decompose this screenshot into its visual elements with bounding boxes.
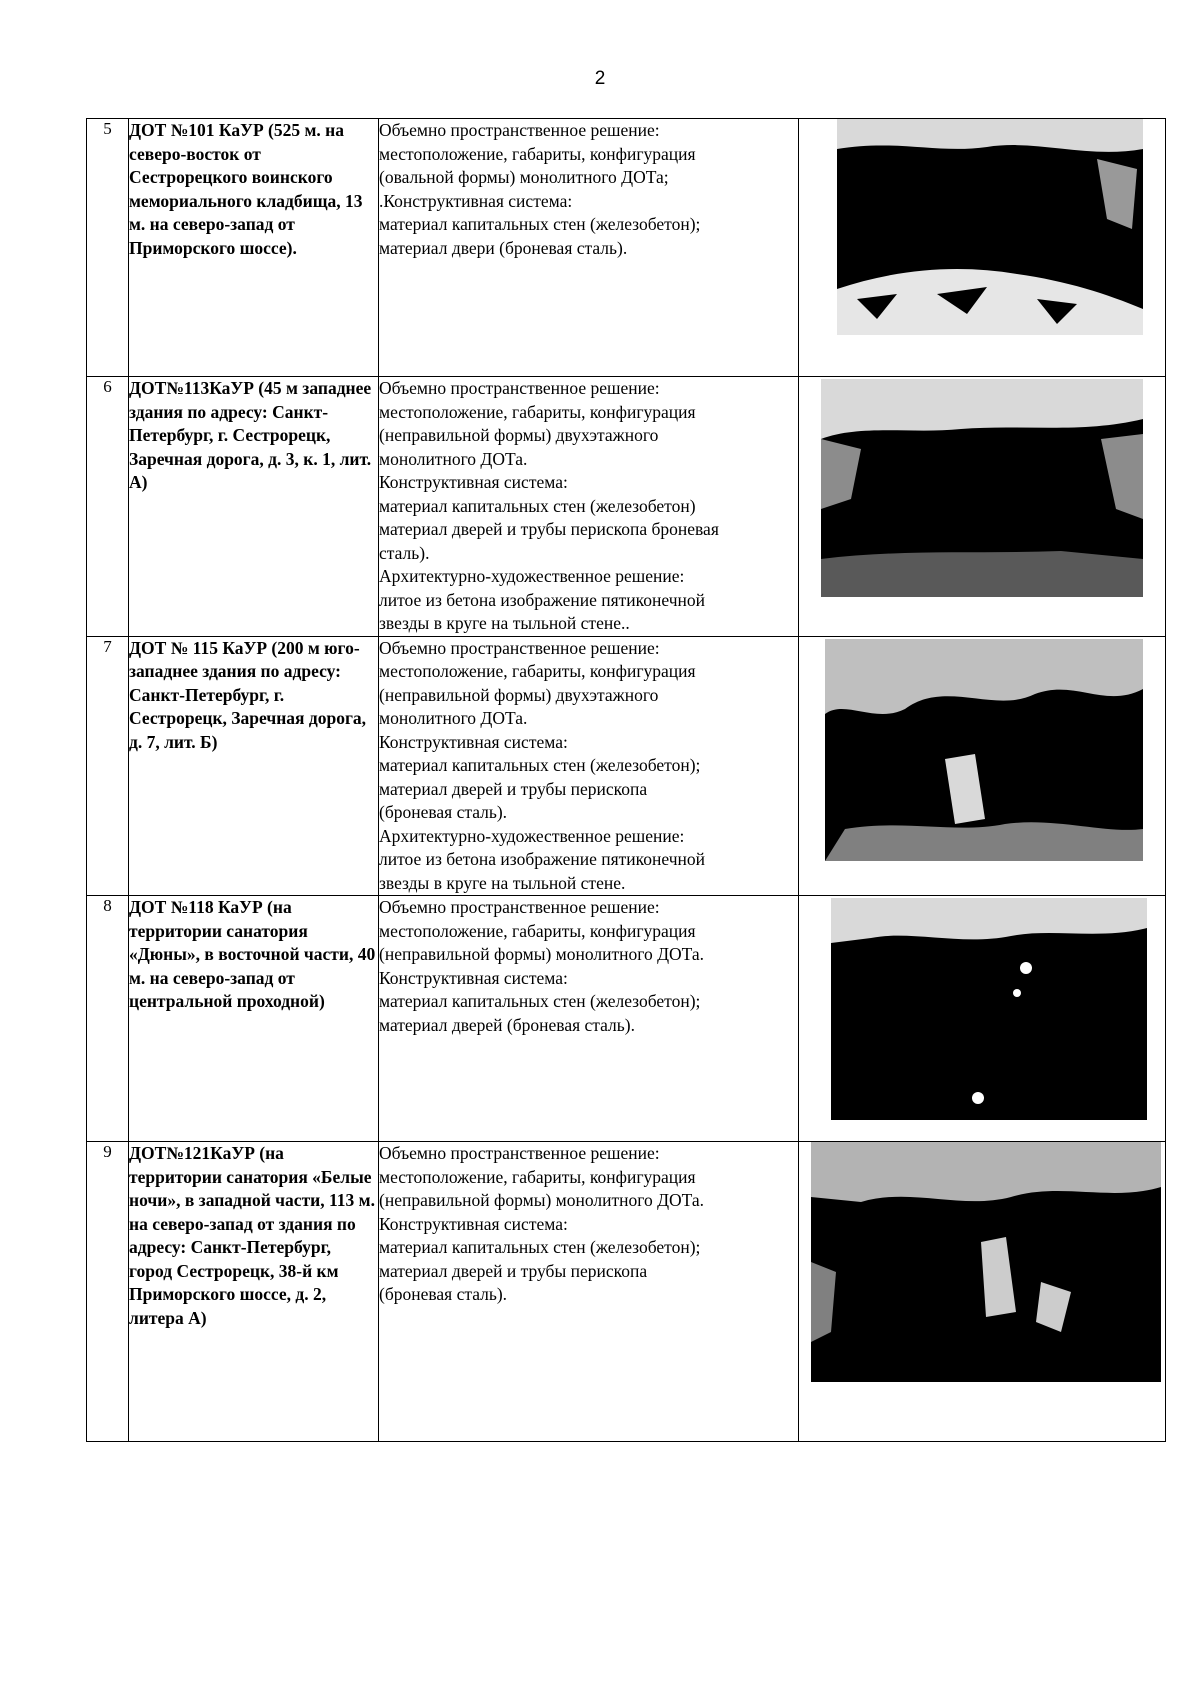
object-name: ДОТ № 115 КаУР (200 м юго-западнее здания по адресу: Санкт-Петербург, г. Сестрорецк, Заречная дорога, д. 7, лит. Б) [129,636,379,896]
description-line: сталь). [379,542,430,563]
description-line: Конструктивная система: [379,967,568,988]
object-description [379,896,799,1142]
object-description [379,377,799,637]
bunker-photo [825,639,1143,861]
bunker-photo [821,379,1143,597]
object-name: ДОТ№121КаУР (на территории санатория «Белые ночи», в западной части, 113 м. на северо-запад от здания по адресу: Санкт-Петербург, город Сестрорецк, 38-й км Приморского шоссе, д. 2, литера А) [129,1142,379,1442]
description-line: (овальной формы) монолитного ДОТа; [379,167,669,187]
table-row [87,1142,1166,1442]
description-line: местоположение, габариты, конфигурация [379,143,696,164]
description-line: Архитектурно-художественное решение: [379,825,685,846]
description-line: материал двери (броневая сталь). [379,237,628,258]
row-number: 7 [87,636,129,896]
table-row [87,377,1166,637]
photo-cell [799,119,1166,377]
description-line: (неправильной формы) двухэтажного [379,684,659,705]
description-line: .Конструктивная система: [379,190,573,211]
object-description [379,636,799,896]
table-row [87,119,1166,377]
object-name: ДОТ №118 КаУР (на территории санатория «Дюны», в восточной части, 40 м. на северо-запад от центральной проходной) [129,896,379,1142]
photo-cell [799,377,1166,637]
row-number: 8 [87,896,129,1142]
description-line: Объемно пространственное решение: [379,120,660,140]
description-line: материал капитальных стен (железобетон); [379,214,701,234]
description-line: материал дверей и трубы перископа броневая [379,519,719,539]
description-line: Объемно пространственное решение: [379,1143,660,1163]
description-line: литое из бетона изображение пятиконечной [379,589,706,610]
description-line: Конструктивная система: [379,472,568,492]
description-line: материал дверей и трубы перископа [379,778,648,799]
object-name: ДОТ№113КаУР (45 м западнее здания по адресу: Санкт-Петербург, г. Сестрорецк, Заречная дорога, д. 3, к. 1, лит. А) [129,377,379,637]
description-line: материал капитальных стен (железобетон); [379,755,701,775]
description-line: материал дверей (броневая сталь). [379,1014,635,1035]
description-line: звезды в круге на тыльной стене. [379,872,626,893]
bunker-photo [837,119,1143,335]
objects-table [86,118,1166,1442]
description-line: звезды в круге на тыльной стене.. [379,613,630,633]
description-line: монолитного ДОТа. [379,708,528,728]
description-line: местоположение, габариты, конфигурация [379,661,696,681]
description-line: местоположение, габариты, конфигурация [379,1166,696,1187]
description-line: литое из бетона изображение пятиконечной [379,849,706,869]
description-line: местоположение, габариты, конфигурация [379,920,696,941]
table-row [87,896,1166,1142]
object-description [379,119,799,377]
description-line: материал капитальных стен (железобетон) [379,495,696,516]
row-number: 9 [87,1142,129,1442]
description-line: материал капитальных стен (железобетон); [379,1237,701,1257]
description-line: местоположение, габариты, конфигурация [379,401,696,422]
page-number: 2 [594,68,606,89]
description-line: Объемно пространственное решение: [379,378,660,398]
object-description [379,1142,799,1442]
bunker-photo [811,1142,1161,1382]
description-line: Конструктивная система: [379,1213,568,1234]
description-line: Объемно пространственное решение: [379,897,660,917]
description-line: монолитного ДОТа. [379,448,528,469]
description-line: (броневая сталь). [379,1284,508,1304]
photo-cell [799,896,1166,1142]
description-line: (неправильной формы) монолитного ДОТа. [379,944,705,964]
table-row [87,636,1166,896]
description-line: материал капитальных стен (железобетон); [379,991,701,1011]
bunker-photo [831,898,1147,1120]
description-line: Конструктивная система: [379,731,568,752]
description-line: материал дверей и трубы перископа [379,1260,648,1281]
row-number: 6 [87,377,129,637]
photo-cell [799,636,1166,896]
photo-cell [799,1142,1166,1442]
description-line: (неправильной формы) двухэтажного [379,425,659,445]
description-line: (броневая сталь). [379,802,508,822]
description-line: (неправильной формы) монолитного ДОТа. [379,1190,705,1210]
row-number: 5 [87,119,129,377]
description-line: Архитектурно-художественное решение: [379,566,685,586]
description-line: Объемно пространственное решение: [379,637,660,658]
object-name: ДОТ №101 КаУР (525 м. на северо-восток от Сестрорецкого воинского мемориального кладбища, 13 м. на северо-запад от Приморского шоссе). [129,119,379,377]
